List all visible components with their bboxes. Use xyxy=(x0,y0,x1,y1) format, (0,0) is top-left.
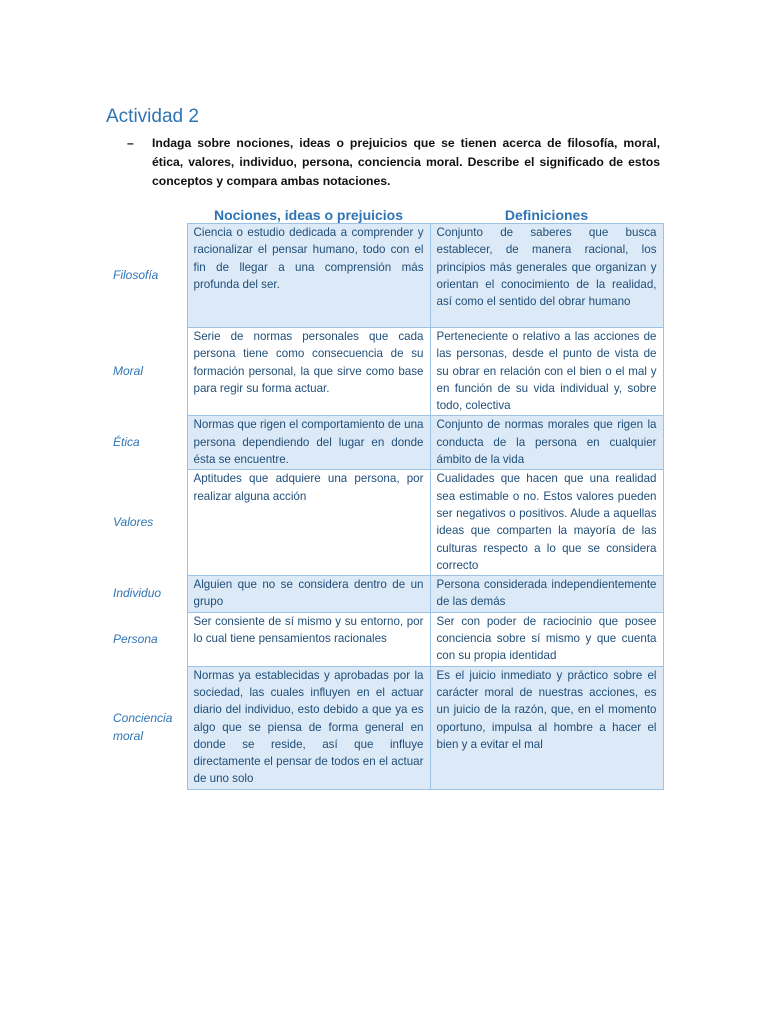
definition-cell: Es el juicio inmediato y práctico sobre el carácter moral de nuestras acciones, es un juicio de la razón, que, en el momento oportuno, impulsa al hombre a hacer el bien y a evitar el mal xyxy=(430,666,663,789)
table-row xyxy=(108,576,663,613)
row-concept: Conciencia moral xyxy=(113,711,173,743)
header-notions: Nociones, ideas o prejuicios xyxy=(213,207,404,223)
row-concept: Moral xyxy=(113,364,144,379)
notion-cell: Alguien que no se considera dentro de un grupo xyxy=(187,576,430,613)
row-concept: Filosofía xyxy=(113,267,159,282)
notion-cell: Aptitudes que adquiere una persona, por realizar alguna acción xyxy=(187,470,430,576)
table-row xyxy=(108,666,663,789)
definition-cell: Conjunto de normas morales que rigen la conducta de la persona en cualquier ámbito de la vida xyxy=(430,416,663,470)
activity-title: Actividad 2 xyxy=(106,106,199,127)
definition-cell: Ser con poder de raciocinio que posee conciencia sobre sí mismo y que cuenta con su propia identidad xyxy=(430,612,663,666)
definition-cell: Cualidades que hacen que una realidad sea estimable o no. Estos valores pueden ser negativos o positivos. Alude a aquellas ideas que comparten la mayoría de las culturas respecto a lo que se considera correcto xyxy=(430,470,663,576)
header-definitions: Definiciones xyxy=(504,207,589,223)
header-empty xyxy=(108,200,187,224)
row-concept: Ética xyxy=(113,435,140,450)
bullet-dash: – xyxy=(127,136,134,150)
definition-cell: Perteneciente o relativo a las acciones de las personas, desde el punto de vista de su obrar en relación con el bien o el mal y en función de su vida individual y, sobre todo, colectiva xyxy=(430,328,663,416)
table-row xyxy=(108,470,663,576)
table-row xyxy=(108,224,663,328)
table-header-row xyxy=(108,200,663,224)
instruction-text: Indaga sobre nociones, ideas o prejuicios que se tienen acerca de filosofía, moral, ética, valores, individuo, persona, conciencia moral. Describe el significado de estos conceptos y compara ambas notaciones. xyxy=(152,136,660,188)
row-concept: Persona xyxy=(113,631,158,646)
concepts-table xyxy=(108,200,664,790)
notion-cell: Serie de normas personales que cada persona tiene como consecuencia de su formación personal, la que sirve como base para regir su forma actuar. xyxy=(187,328,430,416)
table-row xyxy=(108,328,663,416)
notion-cell: Normas que rigen el comportamiento de una persona dependiendo del lugar en donde ésta se encuentre. xyxy=(187,416,430,470)
table-row xyxy=(108,612,663,666)
instruction-paragraph xyxy=(127,134,660,191)
notion-cell: Normas ya establecidas y aprobadas por la sociedad, las cuales influyen en el actuar diario del individuo, esto debido a que ya es algo que se piensa de forma general en donde se reside, así que influye directamente el pensar de todos en el actuar de uno solo xyxy=(187,666,430,789)
notion-cell: Ciencia o estudio dedicada a comprender y racionalizar el pensar humano, todo con el fin de llegar a una comprensión más profunda del ser. xyxy=(187,224,430,328)
notion-cell: Ser consiente de sí mismo y su entorno, por lo cual tiene pensamientos racionales xyxy=(187,612,430,666)
row-concept: Valores xyxy=(113,515,154,530)
definition-cell: Conjunto de saberes que busca establecer, de manera racional, los principios más generales que organizan y orientan el conocimiento de la realidad, así como el sentido del obrar humano xyxy=(430,224,663,328)
row-concept: Individuo xyxy=(113,586,162,601)
definition-cell: Persona considerada independientemente de las demás xyxy=(430,576,663,613)
table-row xyxy=(108,416,663,470)
